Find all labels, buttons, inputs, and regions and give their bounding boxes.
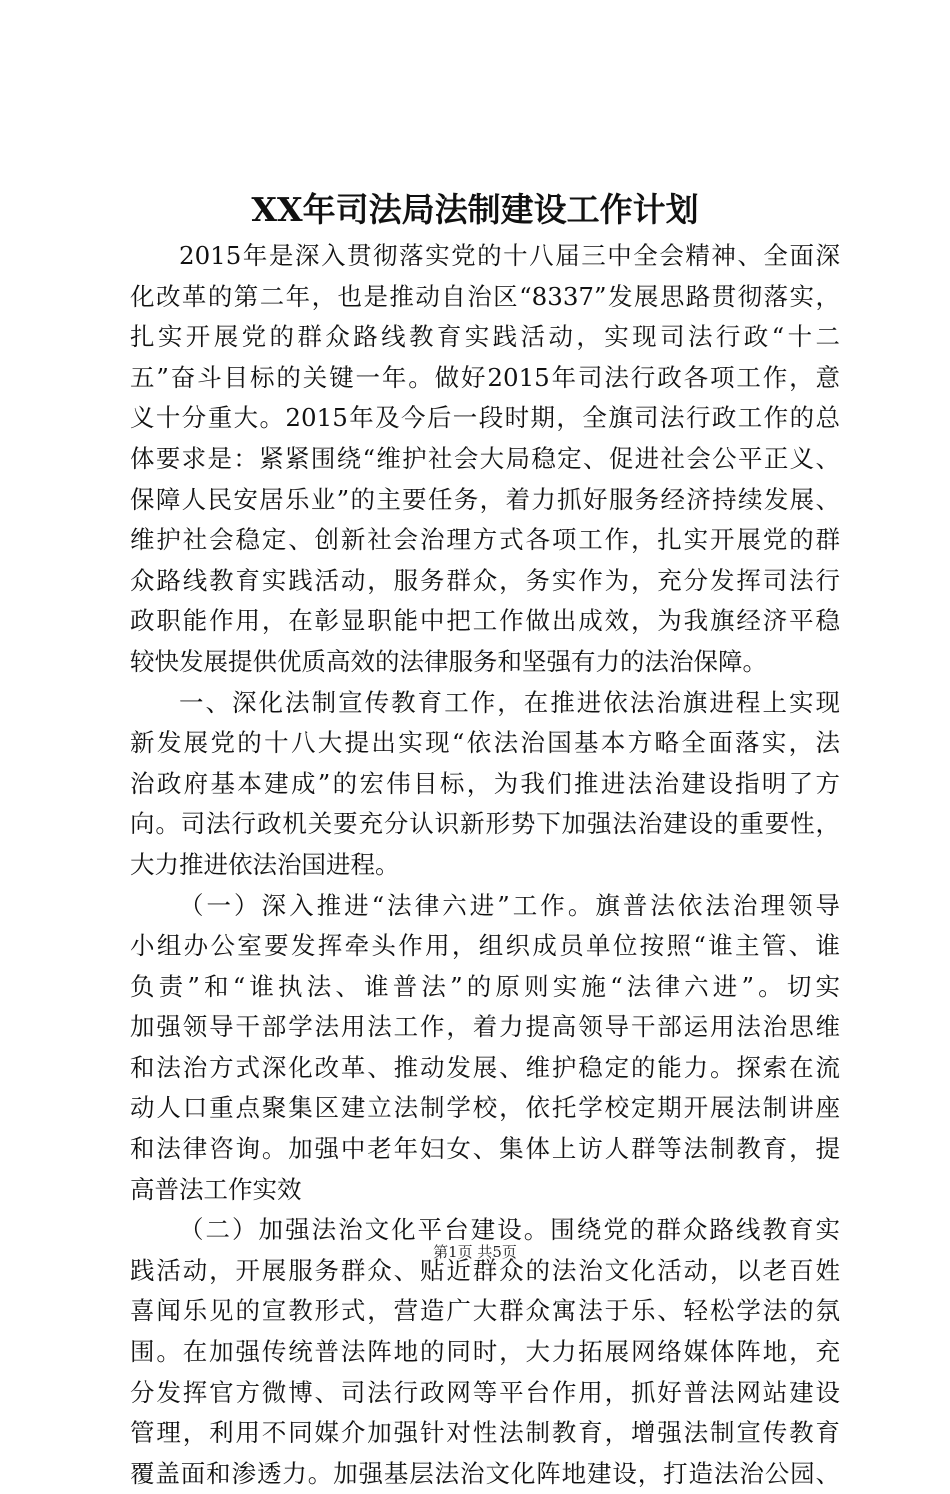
document-title: XX年司法局法制建设工作计划 bbox=[251, 190, 699, 229]
body-line: 加强领导干部学法用法工作，着力提高领导干部运用法治思维 bbox=[130, 1012, 840, 1042]
body-line: 向。司法行政机关要充分认识新形势下加强法治建设的重要性， bbox=[130, 809, 840, 839]
body-line: 小组办公室要发挥牵头作用，组织成员单位按照“谁主管、谁 bbox=[130, 931, 840, 961]
body-line: 和法律咨询。加强中老年妇女、集体上访人群等法制教育，提 bbox=[130, 1134, 840, 1164]
body-line: 一、深化法制宣传教育工作，在推进依法治旗进程上实现 bbox=[179, 687, 840, 717]
body-line: 分发挥官方微博、司法行政网等平台作用，抓好普法网站建设 bbox=[130, 1377, 840, 1407]
body-line: 体要求是：紧紧围绕“维护社会大局稳定、促进社会公平正义、 bbox=[130, 443, 840, 473]
body-line: 扎实开展党的群众路线教育实践活动，实现司法行政“十二 bbox=[130, 322, 840, 352]
body-line: 政职能作用，在彰显职能中把工作做出成效，为我旗经济平稳 bbox=[130, 606, 840, 636]
body-line: 新发展党的十八大提出实现“依法治国基本方略全面落实，法 bbox=[130, 728, 840, 758]
body-line: 和法治方式深化改革、推动发展、维护稳定的能力。探索在流 bbox=[130, 1052, 840, 1082]
body-line: 2015年是深入贯彻落实党的十八届三中全会精神、全面深 bbox=[179, 241, 840, 270]
body-line: 维护社会稳定、创新社会治理方式各项工作，扎实开展党的群 bbox=[130, 525, 840, 555]
body-line: 五”奋斗目标的关键一年。做好2015年司法行政各项工作，意 bbox=[130, 362, 840, 392]
body-line: （一）深入推进“法律六进”工作。旗普法依法治理领导 bbox=[179, 890, 840, 920]
body-line: 喜闻乐见的宣教形式，营造广大群众寓法于乐、轻松学法的氛 bbox=[130, 1296, 840, 1326]
body-line: 化改革的第二年，也是推动自治区“8337”发展思路贯彻落实， bbox=[130, 281, 840, 311]
body-line: 众路线教育实践活动，服务群众，务实作为，充分发挥司法行 bbox=[130, 565, 840, 595]
body-line: 大力推进依法治国进程。 bbox=[130, 849, 400, 879]
body-line: 保障人民安居乐业”的主要任务，着力抓好服务经济持续发展、 bbox=[130, 484, 840, 514]
page-footer: 第1页 共5页 bbox=[433, 1243, 517, 1261]
body-line: 负责”和“谁执法、谁普法”的原则实施“法律六进”。切实 bbox=[130, 971, 840, 1001]
body-line: （二）加强法治文化平台建设。围绕党的群众路线教育实 bbox=[179, 1215, 840, 1245]
body-line: 较快发展提供优质高效的法律服务和坚强有力的法治保障。 bbox=[130, 646, 767, 676]
body-line: 义十分重大。2015年及今后一段时期，全旗司法行政工作的总 bbox=[130, 403, 840, 433]
body-line: 践活动，开展服务群众、贴近群众的法治文化活动，以老百姓 bbox=[130, 1255, 840, 1285]
body-line: 围。在加强传统普法阵地的同时，大力拓展网络媒体阵地，充 bbox=[130, 1337, 840, 1367]
body-line: 覆盖面和渗透力。加强基层法治文化阵地建设，打造法治公园、 bbox=[130, 1458, 840, 1488]
body-line: 动人口重点聚集区建立法制学校，依托学校定期开展法制讲座 bbox=[130, 1093, 840, 1123]
body-line: 治政府基本建成”的宏伟目标，为我们推进法治建设指明了方 bbox=[130, 768, 840, 798]
body-line: 管理，利用不同媒介加强针对性法制教育，增强法制宣传教育 bbox=[130, 1418, 840, 1448]
body-line: 高普法工作实效 bbox=[130, 1174, 302, 1204]
document-body bbox=[130, 236, 840, 1494]
